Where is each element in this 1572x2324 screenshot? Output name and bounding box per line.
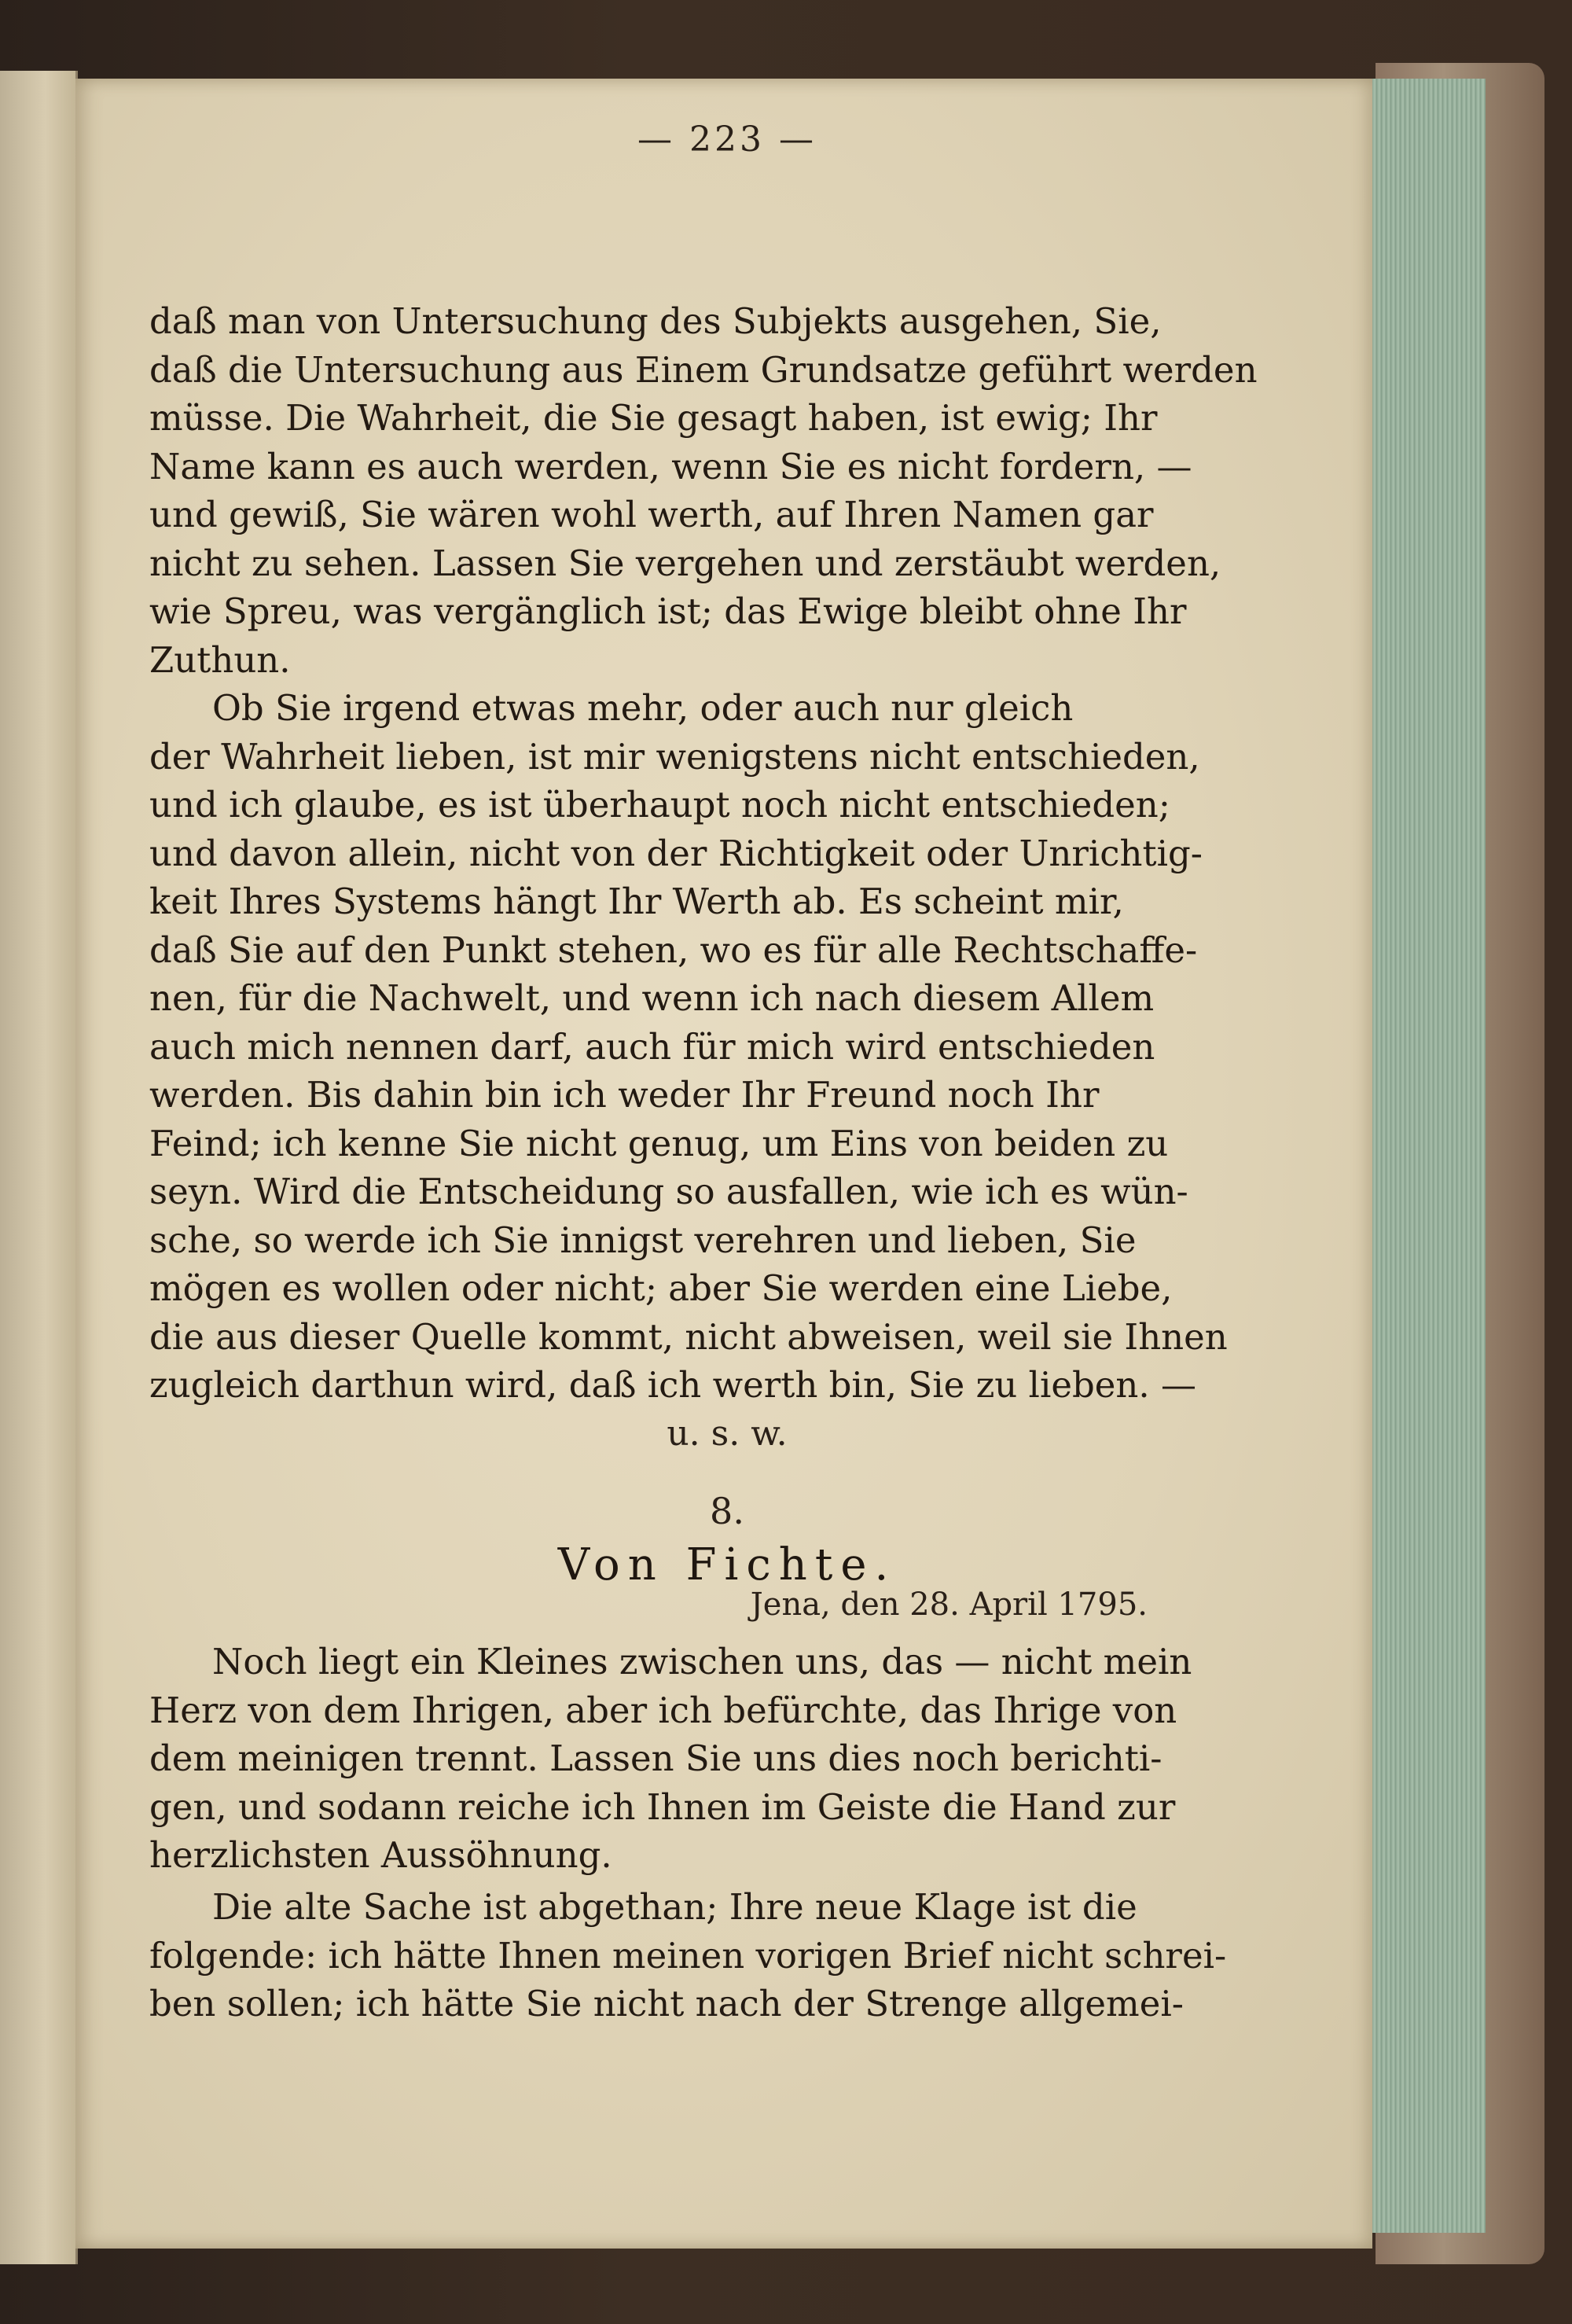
text-line: zugleich darthun wird, daß ich werth bin, Sie zu lieben. — (149, 1364, 1197, 1406)
text-line: gen, und sodann reiche ich Ihnen im Geiste die Hand zur (149, 1785, 1176, 1828)
text-line: Ob Sie irgend etwas mehr, oder auch nur gleich (212, 687, 1074, 729)
paragraph-continuation (149, 297, 1258, 684)
closing-abbreviation: u. s. w. (667, 1414, 788, 1454)
text-line: Zuthun. (149, 638, 291, 681)
text-line: nen, für die Nachwelt, und wenn ich nach diesem Allem (149, 977, 1155, 1019)
page-number: — 223 — (637, 120, 817, 160)
text-line: Die alte Sache ist abgethan; Ihre neue Klage ist die (212, 1886, 1137, 1928)
paragraph-second (149, 684, 1228, 1410)
letter-title: Von Fichte. (557, 1539, 897, 1590)
text-line: ben sollen; ich hätte Sie nicht nach der Strenge allgemei- (149, 1983, 1184, 2024)
text-line: mögen es wollen oder nicht; aber Sie werden eine Liebe, (149, 1267, 1173, 1309)
text-line: werden. Bis dahin bin ich weder Ihr Freund noch Ihr (149, 1074, 1100, 1116)
text-line: müsse. Die Wahrheit, die Sie gesagt haben, ist ewig; Ihr (149, 397, 1158, 439)
text-line: die aus dieser Quelle kommt, nicht abweisen, weil sie Ihnen (149, 1315, 1228, 1358)
text-line: und davon allein, nicht von der Richtigkeit oder Unrichtig- (149, 832, 1203, 874)
text-line: seyn. Wird die Entscheidung so ausfallen, wie ich es wün- (149, 1171, 1188, 1212)
text-line: und ich glaube, es ist überhaupt noch nicht entschieden; (149, 784, 1170, 826)
paragraph-fourth (149, 1883, 1227, 2028)
letter-number: 8. (710, 1490, 744, 1532)
text-line: auch mich nennen darf, auch für mich wird entschieden (149, 1025, 1155, 1068)
letter-date: Jena, den 28. April 1795. (750, 1587, 1148, 1623)
text-line: herzlichsten Aussöhnung. (149, 1834, 612, 1876)
paragraph-third (149, 1638, 1192, 1880)
text-line: dem meinigen trennt. Lassen Sie uns dies noch berichti- (149, 1737, 1162, 1779)
text-line: Feind; ich kenne Sie nicht genug, um Eins von beiden zu (149, 1122, 1169, 1164)
text-line: Herz von dem Ihrigen, aber ich befürchte, das Ihrige von (149, 1689, 1177, 1731)
previous-page-edge (0, 71, 78, 2264)
text-line: der Wahrheit lieben, ist mir wenigstens nicht entschieden, (149, 735, 1200, 778)
text-line: daß Sie auf den Punkt stehen, wo es für alle Rechtschaffe- (149, 928, 1198, 971)
text-line: daß man von Untersuchung des Subjekts ausgehen, Sie, (149, 300, 1162, 342)
text-line: Noch liegt ein Kleines zwischen uns, das — nicht mein (212, 1641, 1192, 1682)
text-line: nicht zu sehen. Lassen Sie vergehen und zerstäubt werden, (149, 542, 1221, 584)
text-line: sche, so werde ich Sie innigst verehren und lieben, Sie (149, 1219, 1137, 1261)
text-line: daß die Untersuchung aus Einem Grundsatze geführt werden (149, 348, 1258, 391)
text-line: keit Ihres Systems hängt Ihr Werth ab. Es scheint mir, (149, 881, 1124, 922)
page-block-edge (1366, 79, 1486, 2233)
text-line: und gewiß, Sie wären wohl werth, auf Ihren Namen gar (149, 494, 1154, 535)
text-line: wie Spreu, was vergänglich ist; das Ewige bleibt ohne Ihr (149, 590, 1187, 632)
text-line: Name kann es auch werden, wenn Sie es nicht fordern, — (149, 445, 1192, 487)
text-line: folgende: ich hätte Ihnen meinen vorigen Brief nicht schrei- (149, 1934, 1227, 1977)
